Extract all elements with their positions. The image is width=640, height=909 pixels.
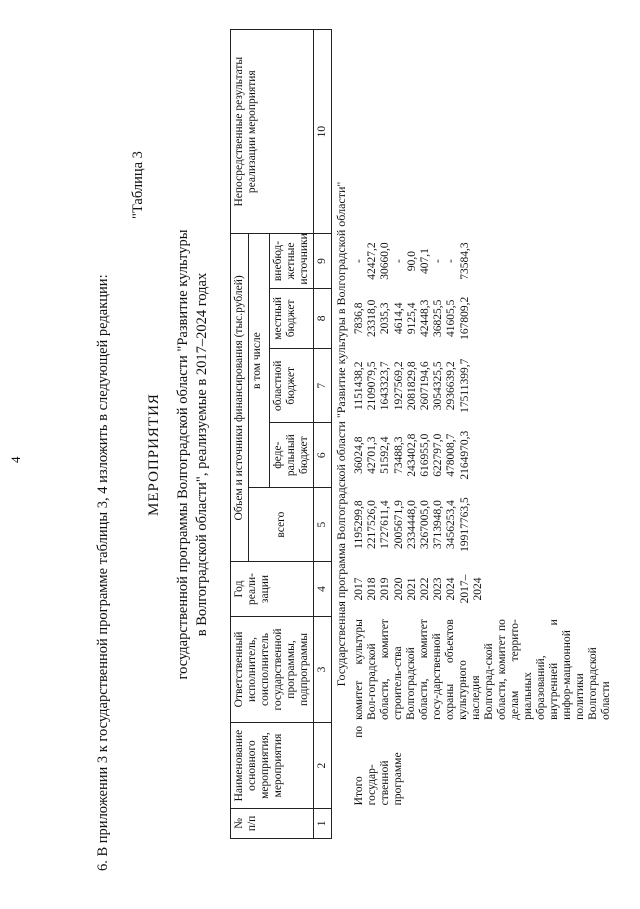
summary-extra: [351, 234, 615, 288]
local-cell: 23318,0: [366, 299, 379, 338]
extra-cell: 90,0: [405, 250, 418, 272]
summary-number: [351, 808, 615, 838]
measures-table: [230, 29, 615, 839]
header-results: Непосредственные результаты реализации мероприятия: [231, 30, 314, 234]
federal-cell: 36024,8: [353, 436, 365, 474]
summary-name: Итого по государ-ственной программе: [353, 725, 404, 806]
section-row: [332, 30, 352, 839]
regional-cell: 2936639,2: [445, 361, 458, 411]
year-cell: 2023: [432, 577, 445, 601]
year-cell: 2020: [392, 577, 405, 601]
year-cell: 2017: [353, 577, 365, 601]
total-cell: 3713948,0: [432, 500, 445, 550]
column-number: 6: [314, 423, 332, 487]
year-cell: 2018: [366, 577, 379, 601]
header-executor: Ответственный исполнитель, соисполнитель государственной программы, подпрограммы: [231, 616, 314, 723]
federal-cell: 478008,7: [445, 433, 458, 477]
federal-cell: 616955,0: [419, 433, 432, 477]
column-number: 10: [314, 30, 332, 234]
regional-cell: 2607194,6: [419, 361, 432, 411]
header-regional: областной бюджет: [270, 349, 314, 423]
federal-cell: 243402,8: [405, 433, 418, 477]
year-cell: 2022: [419, 577, 432, 601]
section-title: Государственная программа Волгоградской области "Развитие культуры в Волгоградской области": [334, 181, 348, 687]
local-cell: 36825,5: [432, 299, 445, 338]
total-cell: 2005671,9: [392, 500, 405, 550]
header-total: всего: [249, 487, 314, 561]
column-number: 3: [314, 616, 332, 723]
subtitle-line-1: государственной программы Волгоградской области "Развитие культуры: [175, 229, 191, 680]
year-cell: 2024: [445, 577, 458, 601]
total-cell: 3456253,4: [445, 500, 458, 550]
total-cell: 2334448,0: [405, 500, 418, 550]
header-row-1: [231, 30, 249, 839]
intro-text: 6. В приложении 3 к государственной программе таблицы 3, 4 изложить в следующей редакции:: [95, 274, 111, 871]
column-number: 8: [314, 288, 332, 348]
total-cell: 2217526,0: [366, 500, 379, 550]
column-number: 4: [314, 562, 332, 616]
local-cell: 7836,8: [353, 302, 365, 335]
year-cell: 2021: [405, 577, 418, 601]
summary-federal: [351, 423, 615, 487]
header-funding: Объем и источники финансирования (тыс.рублей): [231, 234, 249, 562]
regional-cell: 2109079,5: [366, 361, 379, 411]
table-label: "Таблица 3: [130, 151, 146, 219]
summary-regional: [351, 349, 615, 423]
summary-results: [351, 30, 615, 234]
page-number: 4: [8, 456, 23, 463]
federal-cell: 73488,3: [392, 436, 405, 474]
regional-cell: 2081829,8: [405, 361, 418, 411]
federal-cell: 42701,3: [366, 436, 379, 474]
extra-cell: -: [445, 259, 458, 263]
summary-years: [351, 562, 615, 616]
extra-cell: -: [392, 259, 405, 263]
column-number: 1: [314, 808, 332, 838]
total-cell: 3267005,0: [419, 500, 432, 550]
summary-local: [351, 288, 615, 348]
column-number: 5: [314, 487, 332, 561]
year-cell: 2017–2024: [458, 574, 484, 604]
document-subtitle: [174, 0, 212, 909]
local-cell: 4614,4: [392, 302, 405, 335]
extra-cell: 407,1: [419, 248, 432, 274]
extra-cell: 30660,0: [379, 242, 392, 280]
regional-cell: 1643323,7: [379, 361, 392, 411]
federal-cell: 2164970,3: [458, 430, 471, 480]
header-federal: феде-ральный бюджет: [270, 423, 314, 487]
column-number: 7: [314, 349, 332, 423]
local-cell: 2035,3: [379, 302, 392, 335]
regional-cell: 1927569,2: [392, 361, 405, 411]
header-extra: внебюд-жетные источники: [270, 234, 314, 288]
column-number: 9: [314, 234, 332, 288]
regional-cell: 17511399,7: [458, 358, 471, 413]
subtitle-line-2: в Волгоградской области", реализуемые в 2017–2024 годах: [194, 272, 210, 637]
header-measure-name: Наименование основного мероприятия, мероприятия: [231, 723, 314, 809]
header-number: № п/п: [231, 808, 314, 838]
total-cell: 19917763,5: [458, 497, 471, 552]
header-including: в том числе: [249, 234, 270, 488]
column-number: 2: [314, 723, 332, 809]
summary-totals: [351, 487, 615, 561]
document-title: МЕРОПРИЯТИЯ: [146, 393, 162, 516]
federal-cell: 622797,0: [432, 433, 445, 477]
header-year: Год реали-зации: [231, 562, 314, 616]
total-cell: 1727611,4: [379, 500, 392, 549]
local-cell: 42448,3: [419, 299, 432, 338]
extra-cell: 73584,3: [458, 242, 471, 280]
local-cell: 167809,2: [458, 296, 471, 340]
regional-cell: 1151438,2: [353, 361, 365, 410]
regional-cell: 3054325,5: [432, 361, 445, 411]
local-cell: 9125,4: [405, 302, 418, 335]
federal-cell: 51592,4: [379, 436, 392, 474]
local-cell: 41605,5: [445, 299, 458, 338]
summary-executor: комитет культуры Вол-гоградской области, комитет строитель-ства Волгоградской области, комитет госу-дарственной охраны объектов культурного наследия Волгоград-ской области, комитет по делам террито-риальных образований, внутренней и инфор-мационной политики Волгоградской области: [353, 619, 612, 720]
column-number-row: [314, 30, 332, 839]
extra-cell: -: [432, 259, 445, 263]
header-local: местный бюджет: [270, 288, 314, 348]
summary-row: [351, 30, 615, 839]
extra-cell: 42427,2: [366, 242, 379, 280]
total-cell: 1195299,8: [353, 500, 365, 549]
year-cell: 2019: [379, 577, 392, 601]
extra-cell: -: [353, 259, 365, 263]
